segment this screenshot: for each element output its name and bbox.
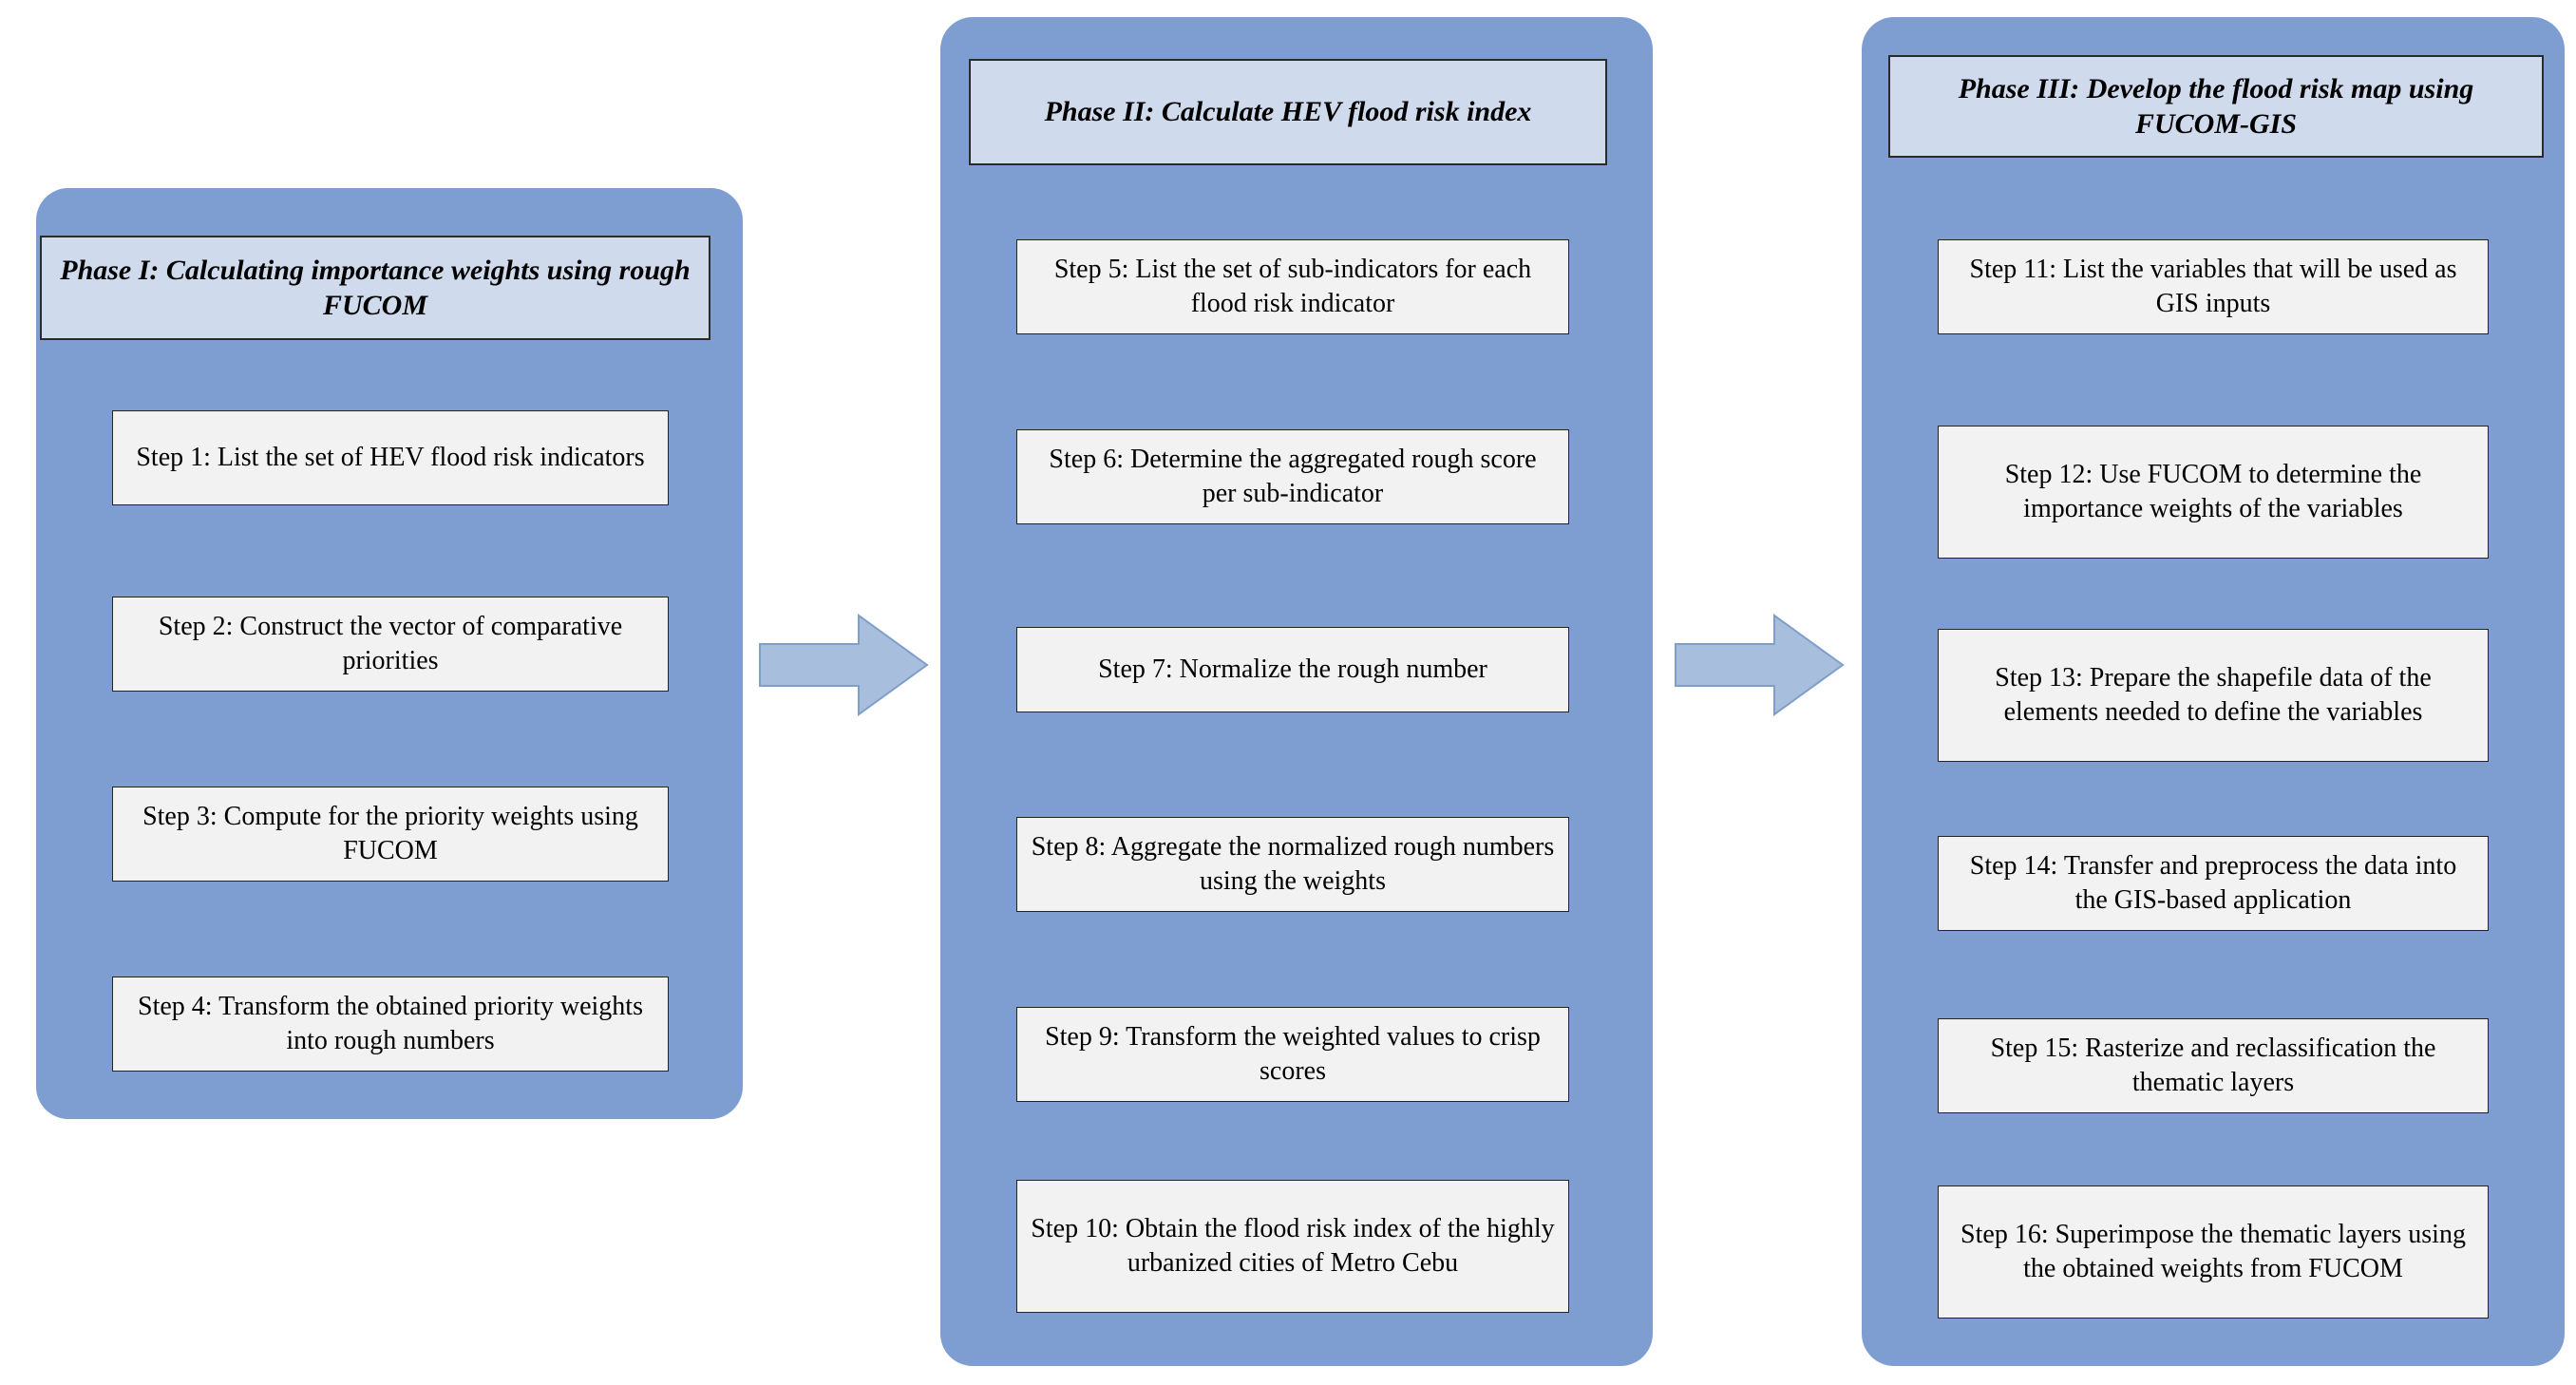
right-arrow-icon [1674,612,1845,718]
step-box-10: Step 10: Obtain the flood risk index of the highly urbanized cities of Metro Cebu [1016,1180,1569,1313]
step-box-8: Step 8: Aggregate the normalized rough numbers using the weights [1016,817,1569,912]
step-box-3: Step 3: Compute for the priority weights using FUCOM [112,787,669,882]
phase-header-1: Phase I: Calculating importance weights using rough FUCOM [40,236,710,340]
step-box-13: Step 13: Prepare the shapefile data of the elements needed to define the variables [1938,629,2489,762]
phase-header-3: Phase III: Develop the flood risk map using FUCOM-GIS [1888,55,2544,158]
step-box-14: Step 14: Transfer and preprocess the data into the GIS-based application [1938,836,2489,931]
step-box-6: Step 6: Determine the aggregated rough score per sub-indicator [1016,429,1569,524]
step-box-1: Step 1: List the set of HEV flood risk indicators [112,410,669,505]
right-arrow-icon [758,612,929,718]
phase-header-2: Phase II: Calculate HEV flood risk index [969,59,1607,165]
step-box-12: Step 12: Use FUCOM to determine the importance weights of the variables [1938,426,2489,559]
step-box-2: Step 2: Construct the vector of comparative priorities [112,597,669,692]
step-box-15: Step 15: Rasterize and reclassification the thematic layers [1938,1018,2489,1113]
step-box-5: Step 5: List the set of sub-indicators for each flood risk indicator [1016,239,1569,334]
step-box-16: Step 16: Superimpose the thematic layers using the obtained weights from FUCOM [1938,1186,2489,1319]
step-box-7: Step 7: Normalize the rough number [1016,627,1569,712]
step-box-4: Step 4: Transform the obtained priority weights into rough numbers [112,977,669,1072]
step-box-11: Step 11: List the variables that will be used as GIS inputs [1938,239,2489,334]
step-box-9: Step 9: Transform the weighted values to crisp scores [1016,1007,1569,1102]
